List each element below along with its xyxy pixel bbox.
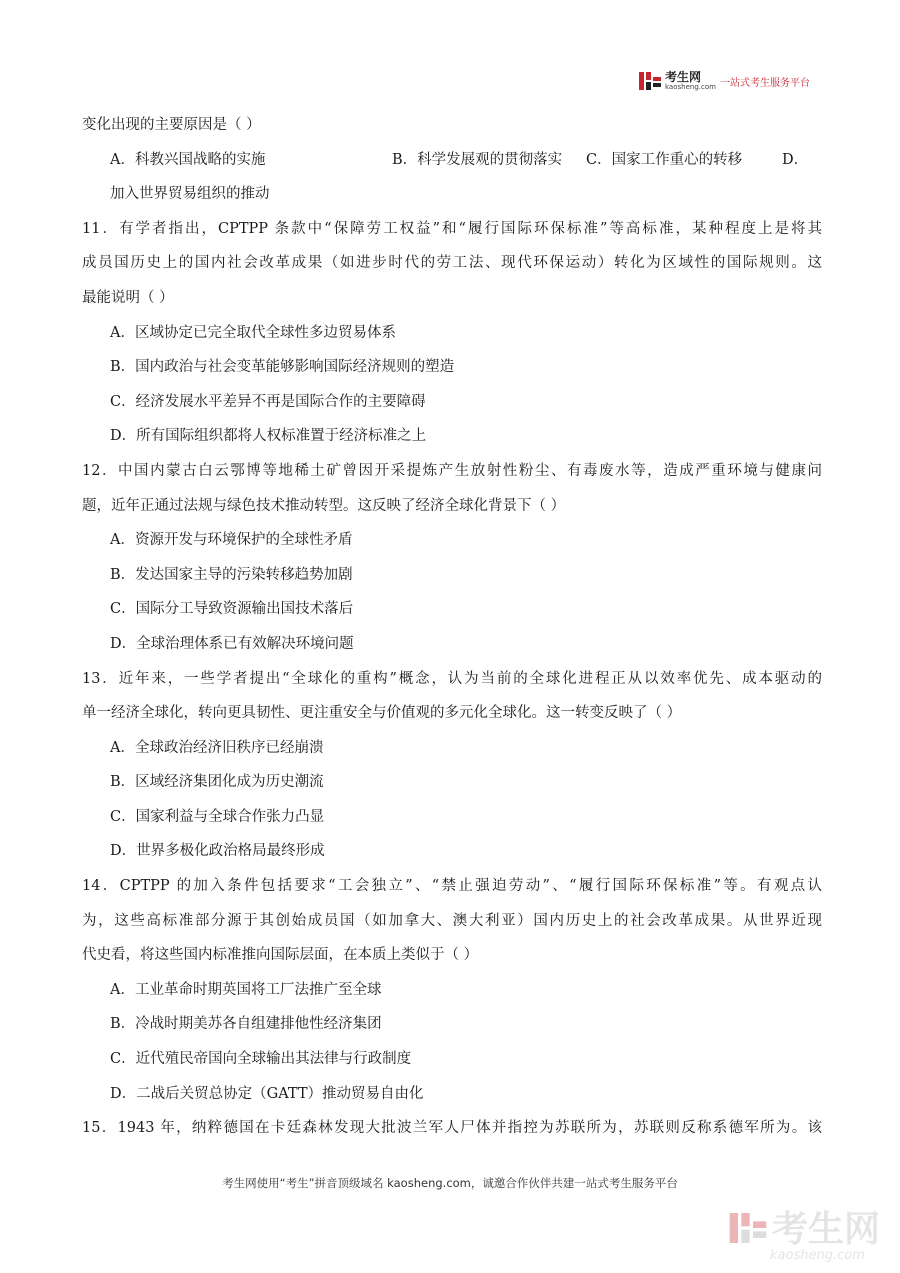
q11-option-a: A．区域协定已完全取代全球性多边贸易体系 [110,324,396,341]
q14-option-b: B．冷战时期美苏各自组建排他性经济集团 [110,1016,382,1033]
watermark-name: 考生网 [772,1209,881,1250]
q15-stem-line: 15．1943 年，纳粹德国在卡廷森林发现大批波兰军人尸体并指控为苏联所为，苏联则反称系德军所为。该 [82,1120,822,1137]
q12-option-b: B．发达国家主导的污染转移趋势加剧 [110,566,353,583]
q13-option-c: C．国家利益与全球合作张力凸显 [110,808,325,825]
q14-option-d: D．二战后关贸总协定（GATT）推动贸易自由化 [110,1085,424,1102]
watermark [728,1208,881,1263]
q11-option-b: B．国内政治与社会变革能够影响国际经济规则的塑造 [110,359,455,376]
q14-stem-line: 代史看，将这些国内标准推向国际层面，在本质上类似于（ ） [82,947,479,964]
q14-stem-line: 14．CPTPP 的加入条件包括要求“工会独立”、“禁止强迫劳动”、“履行国际环保标准”等。有观点认 [82,878,822,895]
q10-options-row [82,143,822,178]
logo-domain: kaosheng.com [665,83,716,91]
q10-option-a: A．科教兴国战略的实施 [110,151,266,168]
q14-stem-line: 为，这些高标准部分源于其创始成员国（如加拿大、澳大利亚）国内历史上的社会改革成果。从世界近现 [82,912,822,929]
logo-name: 考生网 [665,70,702,84]
q13-option-d: D．世界多极化政治格局最终形成 [110,843,325,860]
question-content [82,108,822,1146]
q10-option-d: D． [782,151,809,168]
header-logo [638,70,810,92]
q14-option-c: C．近代殖民帝国向全球输出其法律与行政制度 [110,1051,412,1068]
kaosheng-logo-icon [638,70,662,92]
q14-option-a: A．工业革命时期英国将工厂法推广至全球 [110,981,382,998]
watermark-logo-icon [728,1208,768,1252]
q11-option-d: D．所有国际组织都将人权标准置于经济标准之上 [110,428,427,445]
q10-option-c: C．国家工作重心的转移 [586,151,743,168]
q12-stem-line: 题，近年正通过法规与绿色技术推动转型。这反映了经济全球化背景下（ ） [82,497,566,514]
q11-stem-line: 11．有学者指出，CPTPP 条款中“保障劳工权益”和“履行国际环保标准”等高标准，某种程度上是将其 [82,220,822,237]
page-footer: 考生网使用“考生”拼音顶级域名 kaosheng.com，诚邀合作伙伴共建一站式考生服务平台 [222,1176,678,1190]
q13-stem-line: 13．近年来，一些学者提出“全球化的重构”概念，认为当前的全球化进程正从以效率优先、成本驱动的 [82,670,822,687]
logo-text [665,71,716,91]
watermark-domain: kaosheng.com [770,1248,865,1263]
header-slogan: 一站式考生服务平台 [719,77,810,89]
q10-option-d-text: 加入世界贸易组织的推动 [110,186,270,203]
q13-option-a: A．全球政治经济旧秩序已经崩溃 [110,739,324,756]
q11-option-c: C．经济发展水平差异不再是国际合作的主要障碍 [110,393,426,410]
q12-option-d: D．全球治理体系已有效解决环境问题 [110,635,354,652]
q12-option-a: A．资源开发与环境保护的全球性矛盾 [110,532,353,549]
q12-option-c: C．国际分工导致资源输出国技术落后 [110,601,354,618]
q13-option-b: B．区域经济集团化成为历史潮流 [110,774,324,791]
q10-stem-tail: 变化出现的主要原因是（ ） [82,117,261,133]
q11-stem-line: 成员国历史上的国内社会改革成果（如进步时代的劳工法、现代环保运动）转化为区域性的国际规则。这 [82,255,822,272]
q11-stem-line: 最能说明（ ） [82,289,174,306]
q12-stem-line: 12．中国内蒙古白云鄂博等地稀土矿曾因开采提炼产生放射性粉尘、有毒废水等，造成严重环境与健康问 [82,462,822,479]
q10-option-b: B．科学发展观的贯彻落实 [392,151,563,168]
q13-stem-line: 单一经济全球化，转向更具韧性、更注重安全与价值观的多元化全球化。这一转变反映了（ ） [82,705,682,722]
